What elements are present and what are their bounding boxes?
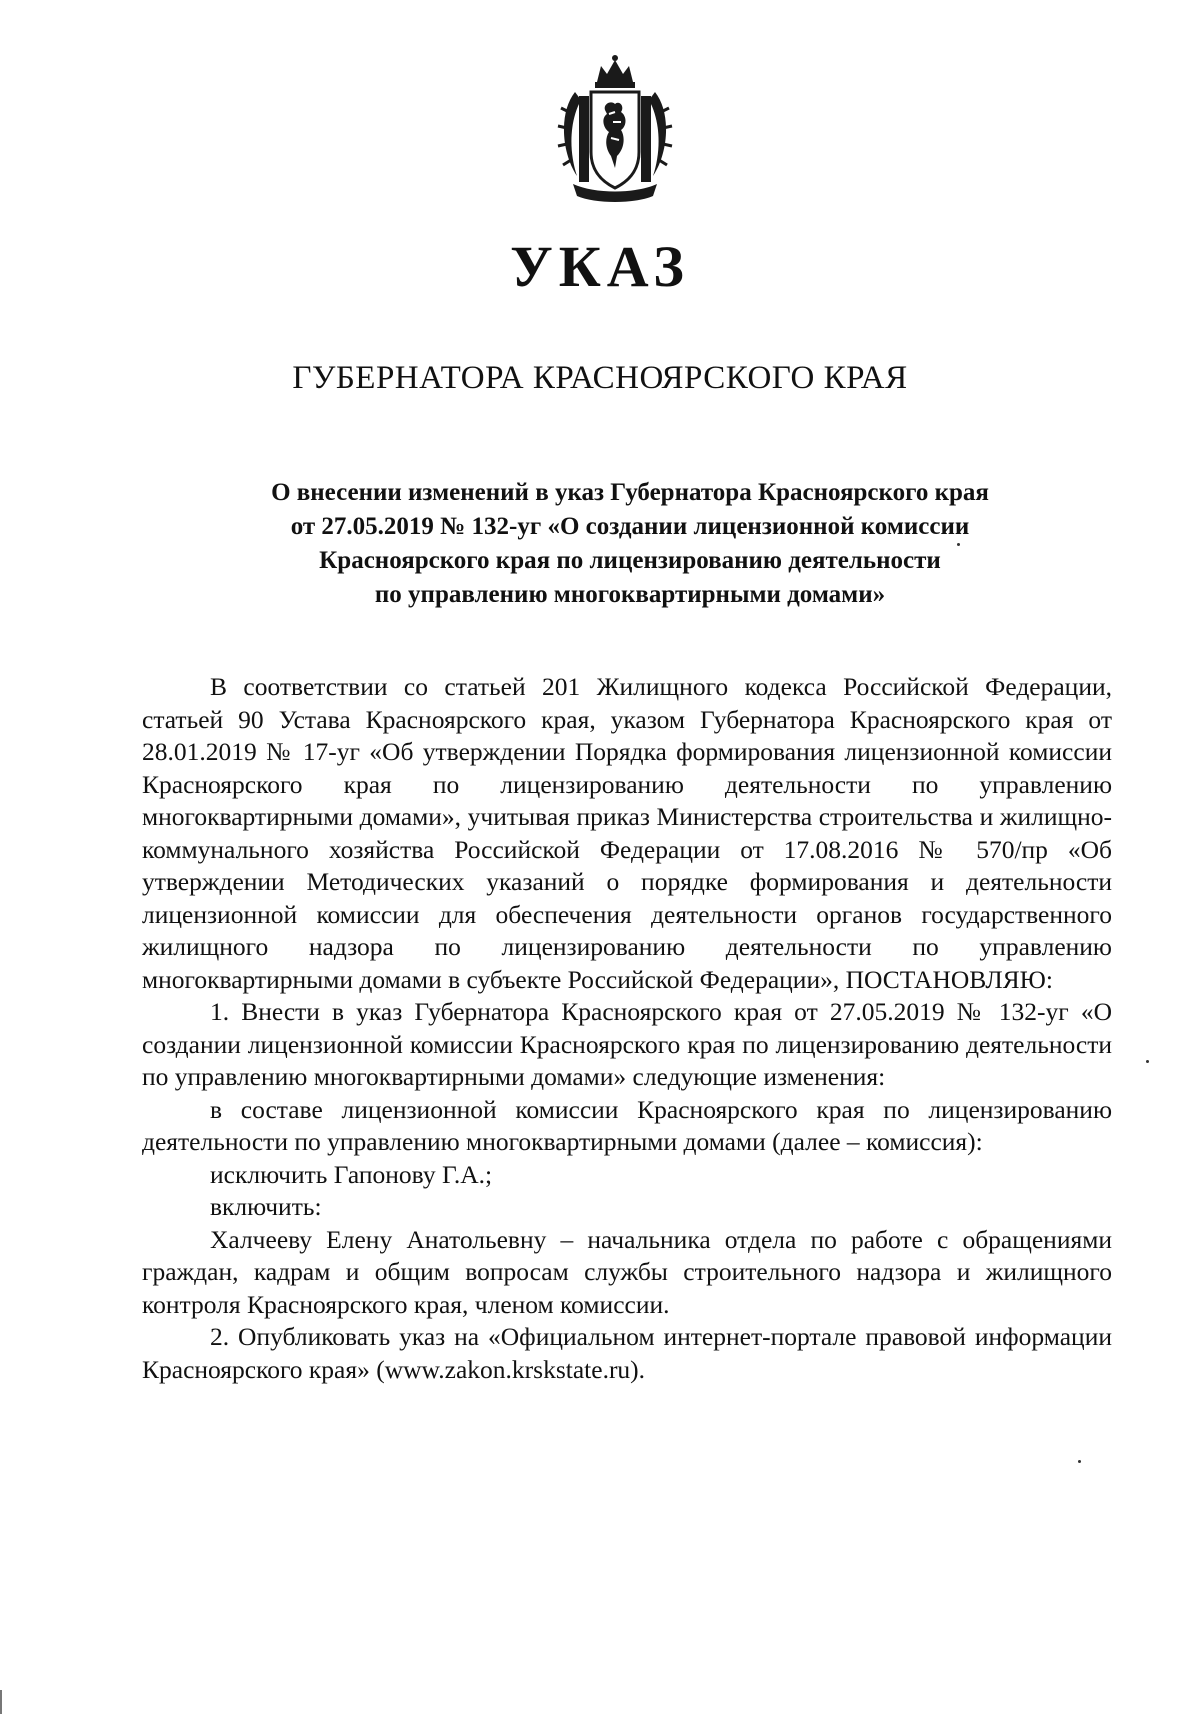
- decree-heading: [190, 476, 1070, 612]
- coat-of-arms-icon: [555, 52, 675, 204]
- scan-speck: [957, 543, 960, 546]
- heading-line: по управлению многоквартирными домами»: [374, 581, 886, 608]
- preamble-paragraph: В соответствии со статьей 201 Жилищного кодекса Российской Федерации, статьей 90 Устава Красноярского края, указом Губернатора Красноярского края от 28.01.2019 № 17-уг «Об утверждении Порядка формирования лицензионной комиссии Красноярского края по лицензированию деятельности по управлению многоквартирными домами», учитывая приказ Министерства строительства и жилищно-коммунального хозяйства Российской Федерации от 17.08.2016 № 570/пр «Об утверждении Методических указаний о порядке формирования и деятельности лицензионной комиссии для обеспечения деятельности органов государственного жилищного надзора по лицензированию деятельности по управлению многоквартирными домами в субъекте Российской Федерации», ПОСТАНОВЛЯЮ:: [142, 672, 1112, 994]
- scan-speck: [1078, 1460, 1081, 1463]
- heading-line: от 27.05.2019 № 132-уг «О создании лицензионной комиссии: [290, 513, 970, 540]
- include-paragraph: включить:: [210, 1192, 322, 1221]
- scan-speck: [1146, 1060, 1149, 1063]
- document-title: УКАЗ: [510, 234, 690, 299]
- issuer-title: ГУБЕРНАТОРА КРАСНОЯРСКОГО КРАЯ: [292, 360, 908, 396]
- new-member-paragraph: Халчееву Елену Анатольевну – начальника отдела по работе с обращениями граждан, кадрам и общим вопросам службы строительного надзора и жилищного контроля Красноярского края, членом комиссии.: [142, 1224, 1112, 1319]
- item-1-paragraph: 1. Внести в указ Губернатора Красноярского края от 27.05.2019 № 132-уг «О создании лицензионной комиссии Красноярского края по лицензированию деятельности по управлению многоквартирными домами» следующие изменения:: [142, 997, 1112, 1091]
- exclude-paragraph: исключить Гапонову Г.А.;: [210, 1159, 493, 1189]
- heading-line: О внесении изменений в указ Губернатора Красноярского края: [271, 479, 989, 506]
- item-2-paragraph: 2. Опубликовать указ на «Официальном интернет-портале правовой информации Красноярского края» (www.zakon.krskstate.ru).: [142, 1322, 1112, 1384]
- decree-body: [142, 671, 1112, 1386]
- heading-line: Красноярского края по лицензированию деятельности: [319, 547, 941, 574]
- item-1-change-paragraph: в составе лицензионной комиссии Красноярского края по лицензированию деятельности по управлению многоквартирными домами (далее – комиссия):: [142, 1094, 1112, 1156]
- scan-margin-mark: [0, 1690, 2, 1714]
